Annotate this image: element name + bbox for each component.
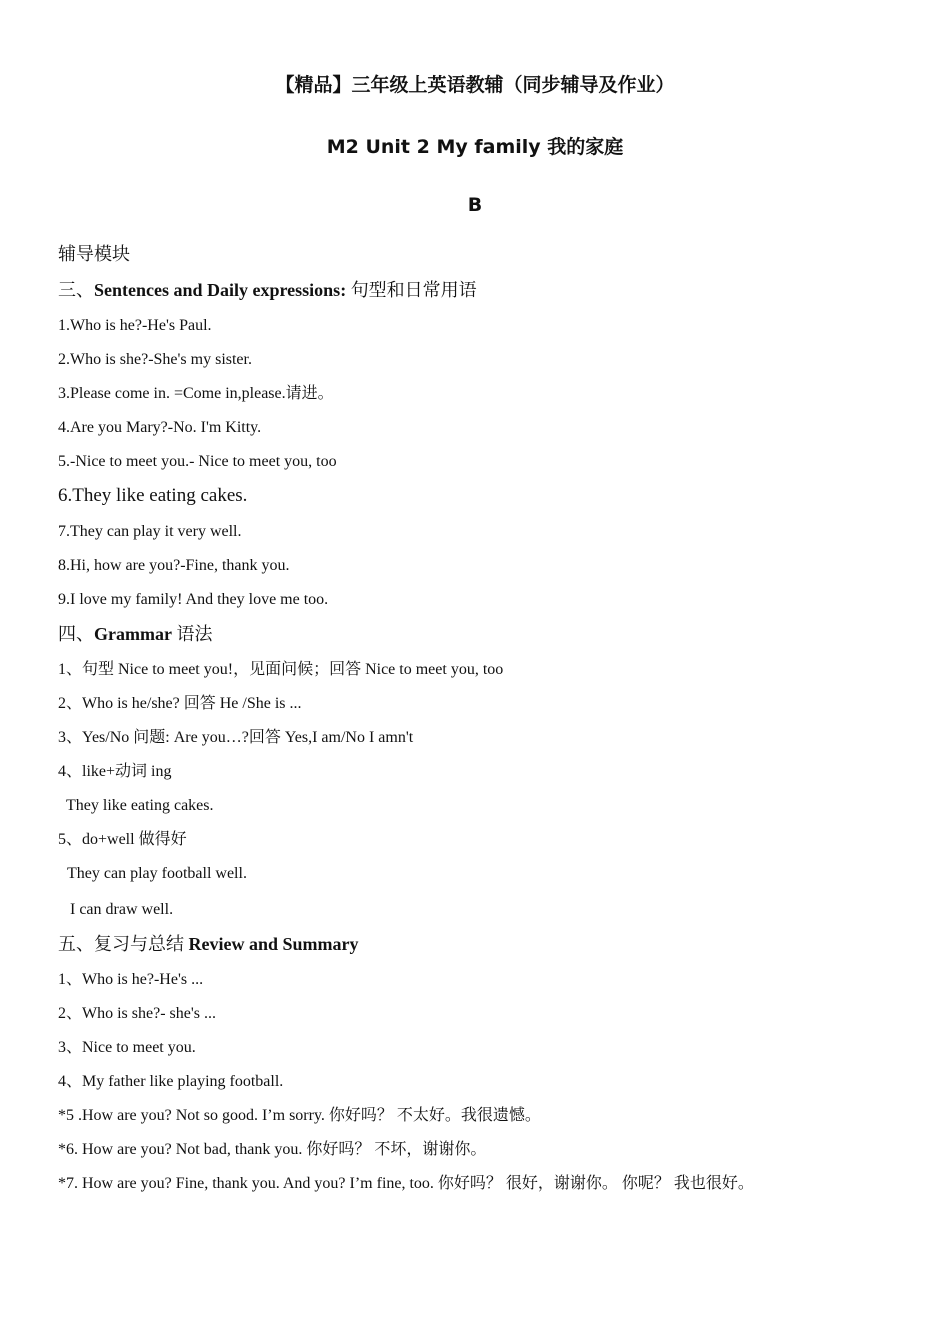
review-item: *5 .How are you? Not so good. I’m sorry. 你好吗？ 不太好。我很遗憾。 <box>58 1107 541 1124</box>
review-item: 1、Who is he?-He's ... <box>58 971 204 988</box>
section-title-cn: 句型和日常用语 <box>346 280 477 300</box>
sentence-item: 3.Please come in. =Come in,please.请进。 <box>58 385 334 402</box>
review-item: *7. How are you? Fine, thank you. And you? I’m fine, too. 你好吗？ 很好，谢谢你。 你呢？ 我也很好。 <box>58 1175 754 1192</box>
grammar-item: 4、like+动词 ing <box>58 763 172 780</box>
review-item: 4、My father like playing football. <box>58 1073 284 1090</box>
sentence-item: 2.Who is she?-She's my sister. <box>58 351 252 368</box>
grammar-example: I can draw well. <box>70 901 174 918</box>
section-heading-sentences <box>58 280 477 300</box>
grammar-item: 3、Yes/No 问题: Are you…?回答 Yes,I am/No I amn't <box>58 729 414 746</box>
section-prefix: 五、复习与总结 <box>58 934 189 954</box>
sentence-item: 8.Hi, how are you?-Fine, thank you. <box>58 557 290 574</box>
section-title-en: Review and Summary <box>188 934 359 954</box>
sentence-item: 9.I love my family! And they love me too. <box>58 591 329 608</box>
grammar-example: They can play football well. <box>67 865 247 882</box>
sentence-item: 7.They can play it very well. <box>58 523 242 540</box>
sentence-item: 4.Are you Mary?-No. I'm Kitty. <box>58 419 262 436</box>
sentence-item: 5.-Nice to meet you.- Nice to meet you, too <box>58 453 337 470</box>
version-label: B <box>467 194 483 216</box>
sentence-item: 1.Who is he?-He's Paul. <box>58 317 212 334</box>
review-item: 3、Nice to meet you. <box>58 1039 196 1056</box>
grammar-item: 2、Who is he/she? 回答 He /She is ... <box>58 695 302 712</box>
section-prefix: 三、 <box>58 280 94 300</box>
document-title: 【精品】三年级上英语教辅（同步辅导及作业） <box>275 74 675 96</box>
section-title-cn: 语法 <box>171 624 213 644</box>
module-label: 辅导模块 <box>58 244 130 264</box>
section-heading-grammar <box>58 624 212 644</box>
section-heading-review <box>58 934 359 954</box>
section-title-en: Grammar <box>94 624 172 644</box>
grammar-item: 1、句型 Nice to meet you!，见面问候；回答 Nice to meet you, too <box>58 661 504 678</box>
review-item: *6. How are you? Not bad, thank you. 你好吗？ 不坏，谢谢你。 <box>58 1141 487 1158</box>
section-title-en: Sentences and Daily expressions: <box>94 280 347 300</box>
grammar-item: 5、do+well 做得好 <box>58 831 187 848</box>
section-prefix: 四、 <box>58 624 94 644</box>
sentence-item: 6.They like eating cakes. <box>58 485 248 506</box>
review-item: 2、Who is she?- she's ... <box>58 1005 216 1022</box>
unit-title: M2 Unit 2 My family 我的家庭 <box>326 136 624 158</box>
grammar-example: They like eating cakes. <box>66 797 214 814</box>
